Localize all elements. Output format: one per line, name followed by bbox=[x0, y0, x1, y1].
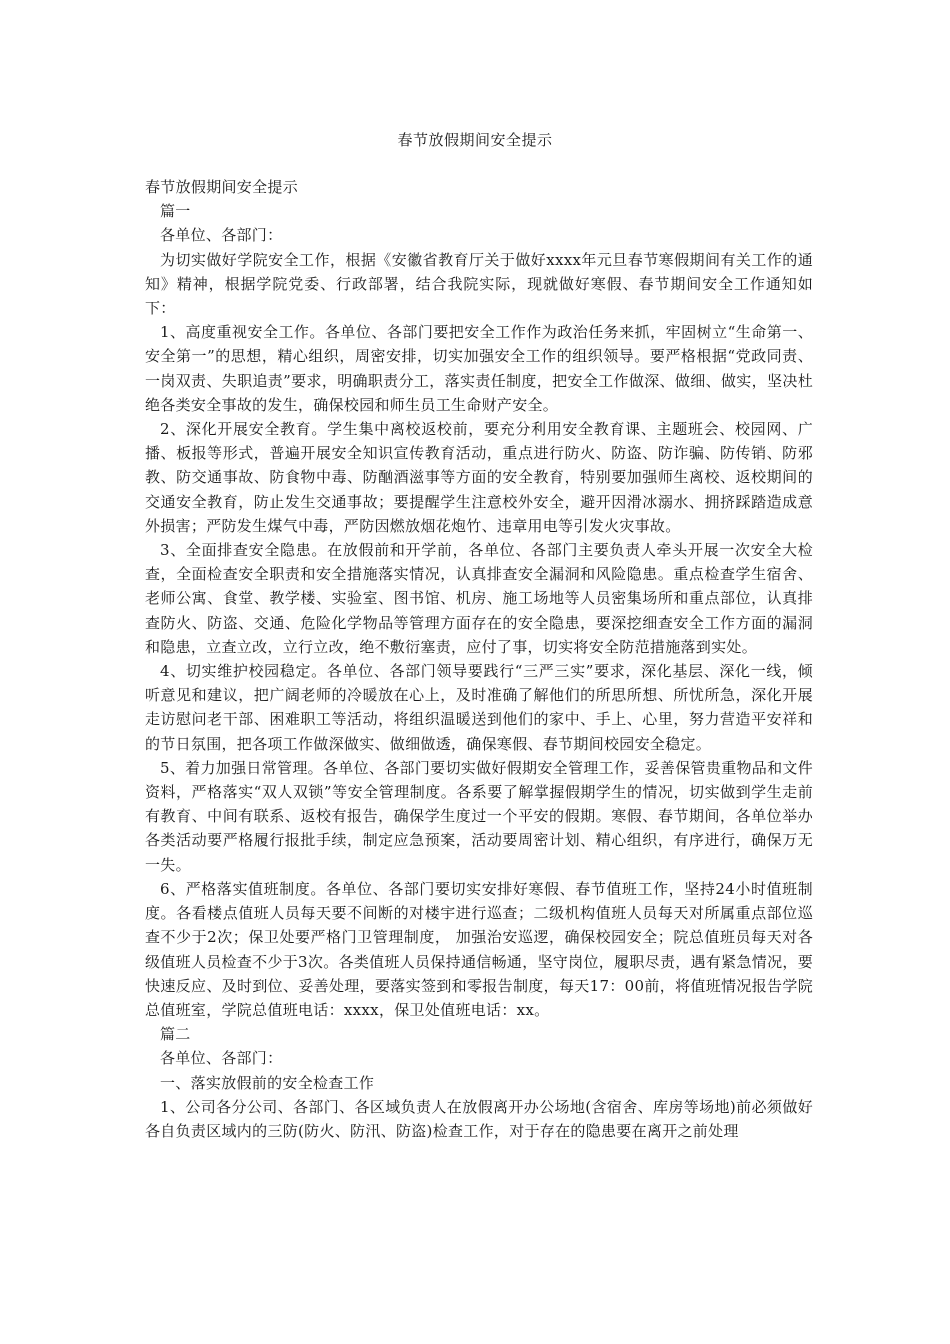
paragraph: 2、深化开展安全教育。学生集中离校返校前，要充分利用安全教育课、主题班会、校园网、广播、板报等形式，普遍开展安全知识宣传教育活动，重点进行防火、防盗、防诈骗、防传销、防邪教、防交通事故、防食物中毒、防酗酒滋事等方面的安全教育，特别要加强师生离校、返校期间的交通安全教育，防止发生交通事故；要提醒学生注意校外安全，避开因滑冰溺水、拥挤踩踏造成意外损害；严防发生煤气中毒，严防因燃放烟花炮竹、违章用电等引发火灾事故。 bbox=[145, 420, 813, 535]
paragraph: 5、着力加强日常管理。各单位、各部门要切实做好假期安全管理工作，妥善保管贵重物品和文件资料，严格落实“双人双锁”等安全管理制度。各系要了解掌握假期学生的情况，切实做到学生走前有教育、中间有联系、返校有报告，确保学生度过一个平安的假期。寒假、春节期间，各单位举办各类活动要严格履行报批手续，制定应急预案，活动要周密计划、精心组织，有序进行，确保万无一失。 bbox=[145, 758, 813, 874]
paragraph: 4、切实维护校园稳定。各单位、各部门领导要践行“三严三实”要求，深化基层、深化一线，倾听意见和建议，把广阔老师的冷暖放在心上，及时准确了解他们的所思所想、所忧所急，深化开展走访慰问老干部、困难职工等活动，将组织温暖送到他们的家中、手上、心里，努力营造平安祥和的节日氛围，把各项工作做深做实、做细做透，确保寒假、春节期间校园安全稳定。 bbox=[145, 662, 813, 753]
paragraph: 各单位、各部门： bbox=[160, 1049, 283, 1068]
paragraph: 1、高度重视安全工作。各单位、各部门要把安全工作作为政治任务来抓，牢固树立“生命第一、安全第一”的思想，精心组织，周密安排，切实加强安全工作的组织领导。要严格根据“党政同责、一岗双责、失职追责”要求，明确职责分工，落实责任制度，把安全工作做深、做细、做实，坚决杜绝各类安全事故的发生，确保校园和师生员工生命财产安全。 bbox=[145, 323, 813, 414]
paragraph: 篇一 bbox=[160, 202, 191, 221]
document-title: 春节放假期间安全提示 bbox=[397, 131, 553, 149]
paragraph: 为切实做好学院安全工作，根据《安徽省教育厅关于做好xxxx年元旦春节寒假期间有关工作的通知》精神，根据学院党委、行政部署，结合我院实际，现就做好寒假、春节期间安全工作通知如下： bbox=[145, 250, 813, 318]
paragraph: 春节放假期间安全提示 bbox=[145, 178, 299, 196]
paragraph: 1、公司各分公司、各部门、各区域负责人在放假离开办公场地(含宿舍、库房等场地)前必须做好各自负责区域内的三防(防火、防汛、防盗)检查工作，对于存在的隐患要在离开之前处理 bbox=[145, 1097, 813, 1140]
paragraph: 篇二 bbox=[160, 1025, 191, 1044]
paragraph: 3、全面排查安全隐患。在放假前和开学前，各单位、各部门主要负责人牵头开展一次安全大检查，全面检查安全职责和安全措施落实情况，认真排查安全漏洞和风险隐患。重点检查学生宿舍、老师公寓、食堂、教学楼、实验室、图书馆、机房、施工场地等人员密集场所和重点部位，认真排查防火、防盗、交通、危险化学物品等管理方面存在的安全隐患，要深挖细查安全工作方面的漏洞和隐患，立查立改，立行立改，绝不敷衍塞责，应付了事，切实将安全防范措施落到实处。 bbox=[145, 541, 813, 656]
paragraph: 各单位、各部门： bbox=[160, 226, 283, 245]
paragraph: 一、落实放假前的安全检查工作 bbox=[160, 1073, 375, 1092]
paragraph: 6、严格落实值班制度。各单位、各部门要切实安排好寒假、春节值班工作，坚持24小时值班制度。各看楼点值班人员每天要不间断的对楼宇进行巡查；二级机构值班人员每天对所属重点部位巡查不少于2次；保卫处要严格门卫管理制度， 加强治安巡逻，确保校园安全；院总值班员每天对各级值班人员检查不少于3次。各类值班人员保持通信畅通，坚守岗位，履职尽责，遇有紧急情况，要快速反应、及时到位、妥善处理，要落实签到和零报告制度，每天17：00前，将值班情况报告学院总值班室，学院总值班电话：xxxx，保卫处值班电话：xx。 bbox=[145, 879, 813, 1019]
document-body bbox=[145, 175, 813, 1143]
